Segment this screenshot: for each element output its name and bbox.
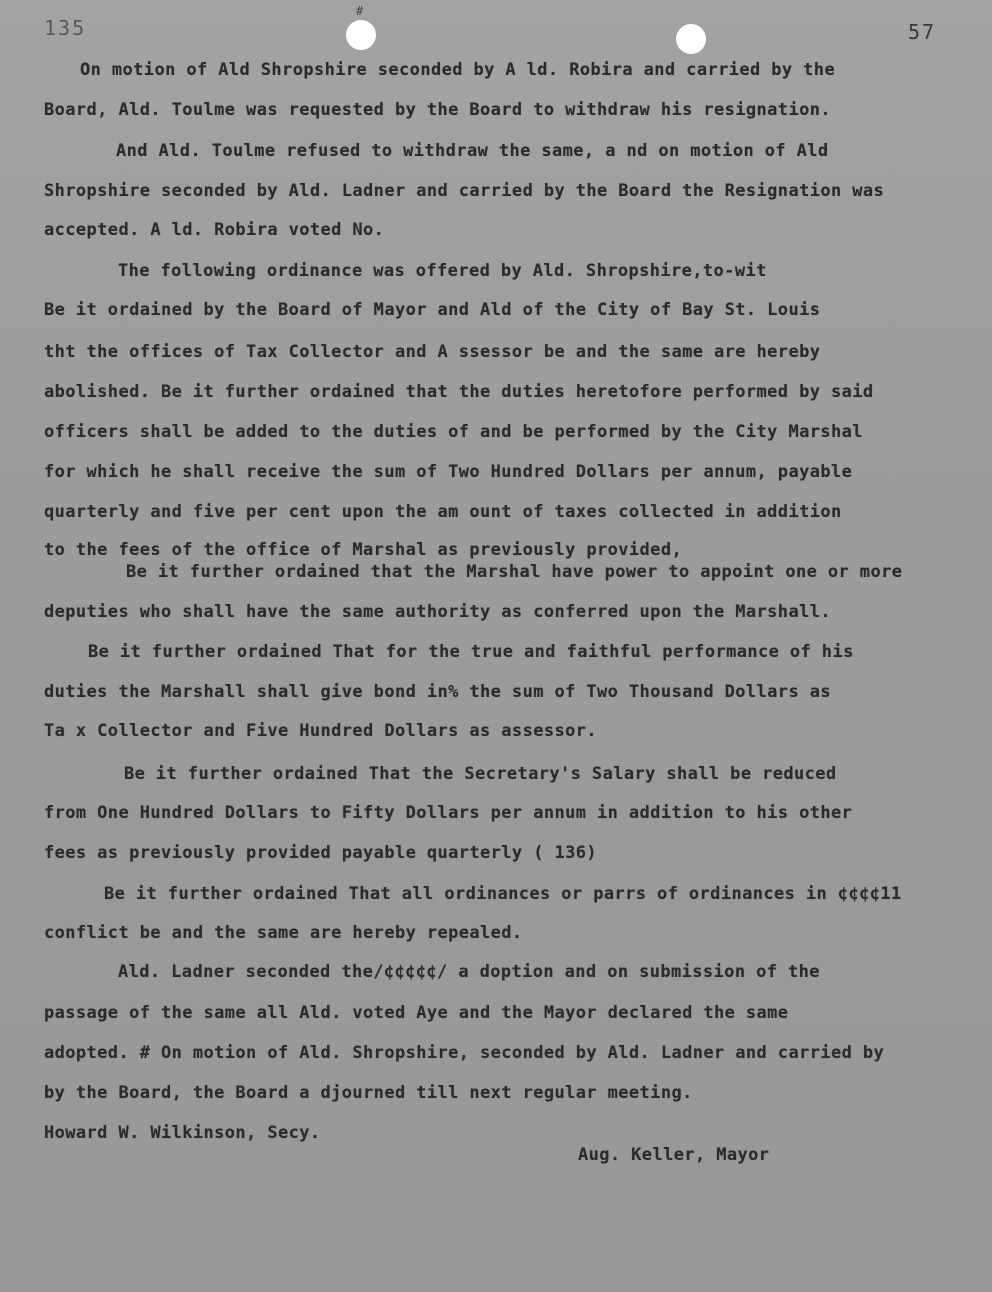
text-line: officers shall be added to the duties of and be performed by the City Marshal: [44, 422, 863, 442]
text-line: for which he shall receive the sum of Two Hundred Dollars per annum, payable: [44, 462, 853, 482]
text-line: The following ordinance was offered by Ald. Shropshire,to-wit: [118, 261, 767, 281]
text-line: Be it further ordained That the Secretary's Salary shall be reduced: [124, 764, 837, 784]
text-line: deputies who shall have the same authority as conferred upon the Marshall.: [44, 602, 831, 622]
text-line: duties the Marshall shall give bond in% the sum of Two Thousand Dollars as: [44, 682, 831, 702]
text-line: tht the offices of Tax Collector and A ssessor be and the same are hereby: [44, 342, 821, 362]
text-line: Shropshire seconded by Ald. Ladner and carried by the Board the Resignation was: [44, 181, 885, 201]
text-line: to the fees of the office of Marshal as previously provided,: [44, 540, 683, 560]
text-line: Ald. Ladner seconded the/¢¢¢¢¢/ a doption and on submission of the: [118, 962, 820, 982]
page-number-right: 57: [908, 20, 937, 44]
text-line: accepted. A ld. Robira voted No.: [44, 220, 385, 240]
top-mark: #: [356, 4, 364, 18]
text-line: Be it further ordained That all ordinances or parrs of ordinances in ¢¢¢¢11: [104, 884, 902, 904]
text-line: adopted. # On motion of Ald. Shropshire, seconded by Ald. Ladner and carried by: [44, 1043, 885, 1063]
text-line: abolished. Be it further ordained that the duties heretofore performed by said: [44, 382, 874, 402]
page-number-left: 135: [44, 16, 87, 40]
text-line: from One Hundred Dollars to Fifty Dollars per annum in addition to his other: [44, 803, 853, 823]
text-line: Be it further ordained that the Marshal have power to appoint one or more: [126, 562, 903, 582]
text-line: On motion of Ald Shropshire seconded by A ld. Robira and carried by the: [80, 60, 836, 80]
punch-hole-left: [346, 20, 376, 50]
mayor-signature: Aug. Keller, Mayor: [578, 1145, 770, 1165]
text-line: fees as previously provided payable quarterly ( 136): [44, 843, 598, 863]
text-line: quarterly and five per cent upon the am ount of taxes collected in addition: [44, 502, 842, 522]
punch-hole-right: [676, 24, 706, 54]
text-line: by the Board, the Board a djourned till next regular meeting.: [44, 1083, 693, 1103]
secretary-signature: Howard W. Wilkinson, Secy.: [44, 1123, 321, 1143]
text-line: Be it further ordained That for the true and faithful performance of his: [88, 642, 854, 662]
text-line: Board, Ald. Toulme was requested by the Board to withdraw his resignation.: [44, 100, 831, 120]
text-line: passage of the same all Ald. voted Aye and the Mayor declared the same: [44, 1003, 789, 1023]
text-line: Be it ordained by the Board of Mayor and Ald of the City of Bay St. Louis: [44, 300, 821, 320]
text-line: Ta x Collector and Five Hundred Dollars as assessor.: [44, 721, 598, 741]
text-line: conflict be and the same are hereby repealed.: [44, 923, 523, 943]
text-line: And Ald. Toulme refused to withdraw the same, a nd on motion of Ald: [116, 141, 829, 161]
